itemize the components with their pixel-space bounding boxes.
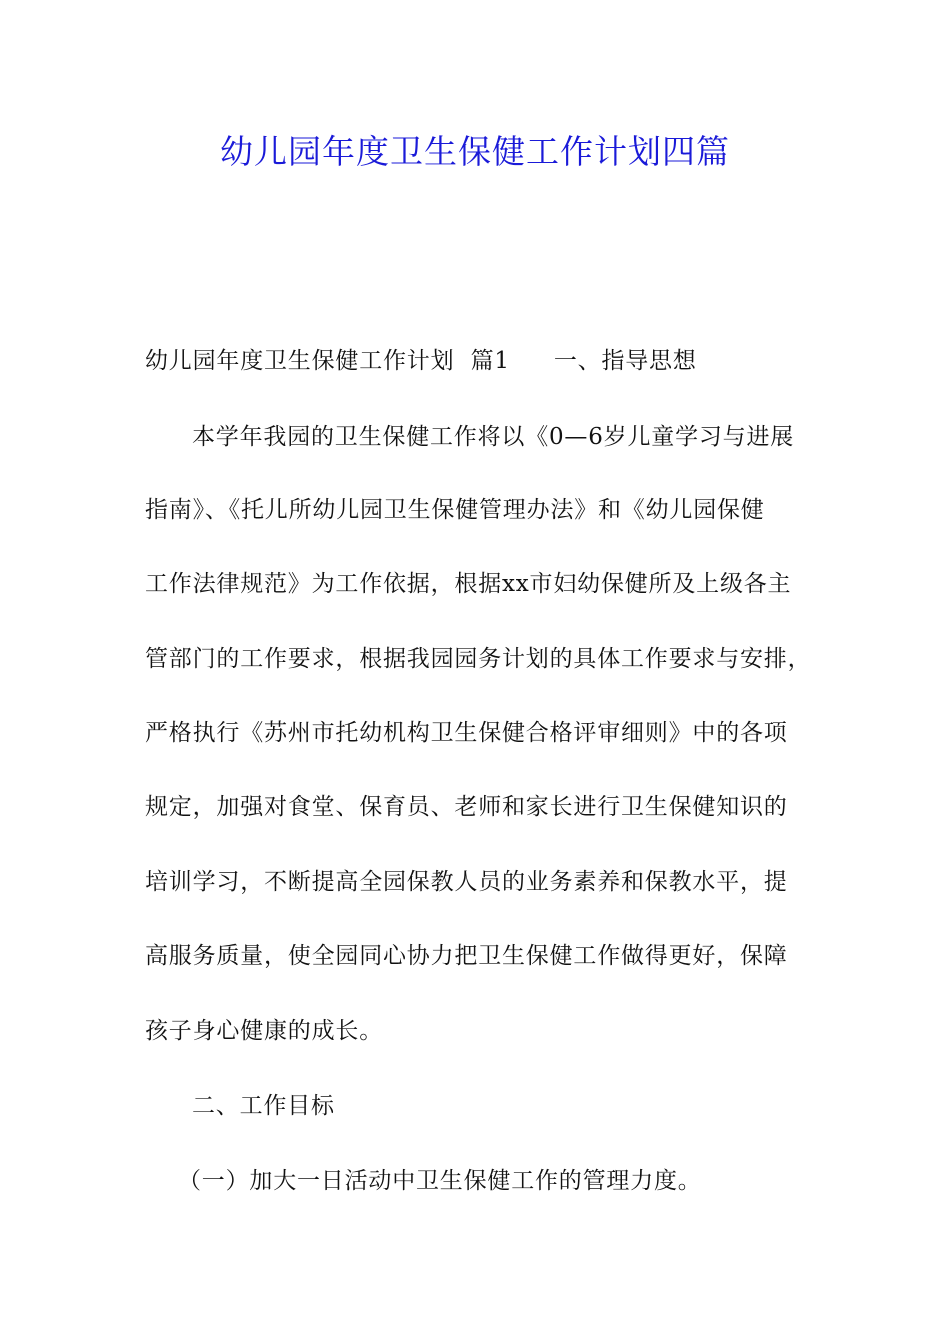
paragraph-line: 指南》、《托儿所幼儿园卫生保健管理办法》和《幼儿园保健 [145, 497, 765, 523]
document-title: 幼儿园年度卫生保健工作计划四篇 [220, 132, 730, 171]
paragraph-line: 培训学习，不断提高全园保教人员的业务素养和保教水平，提 [145, 869, 788, 895]
paragraph-line: 高服务质量，使全园同心协力把卫生保健工作做得更好，保障 [145, 943, 788, 969]
paragraph-line: 规定，加强对食堂、保育员、老师和家长进行卫生保健知识的 [145, 794, 788, 820]
paragraph-line: 本学年我园的卫生保健工作将以《0—6岁儿童学习与进展 [192, 424, 795, 450]
section-heading-work-goals: 二、工作目标 [192, 1093, 335, 1119]
heading-line [145, 344, 815, 378]
paragraph-line: 管部门的工作要求，根据我园园务计划的具体工作要求与安排， [145, 646, 812, 672]
paragraph-line: 工作法律规范》为工作依据，根据xx市妇幼保健所及上级各主 [145, 571, 792, 597]
paragraph-line: 孩子身心健康的成长。 [145, 1018, 383, 1044]
paragraph-line: 严格执行《苏州市托幼机构卫生保健合格评审细则》中的各项 [145, 720, 788, 746]
section-heading-guiding-ideology: 一、指导思想 [553, 348, 697, 374]
goal-item-1: （一）加大一日活动中卫生保健工作的管理力度。 [178, 1168, 702, 1194]
plan-heading: 幼儿园年度卫生保健工作计划 篇1 [145, 348, 510, 374]
